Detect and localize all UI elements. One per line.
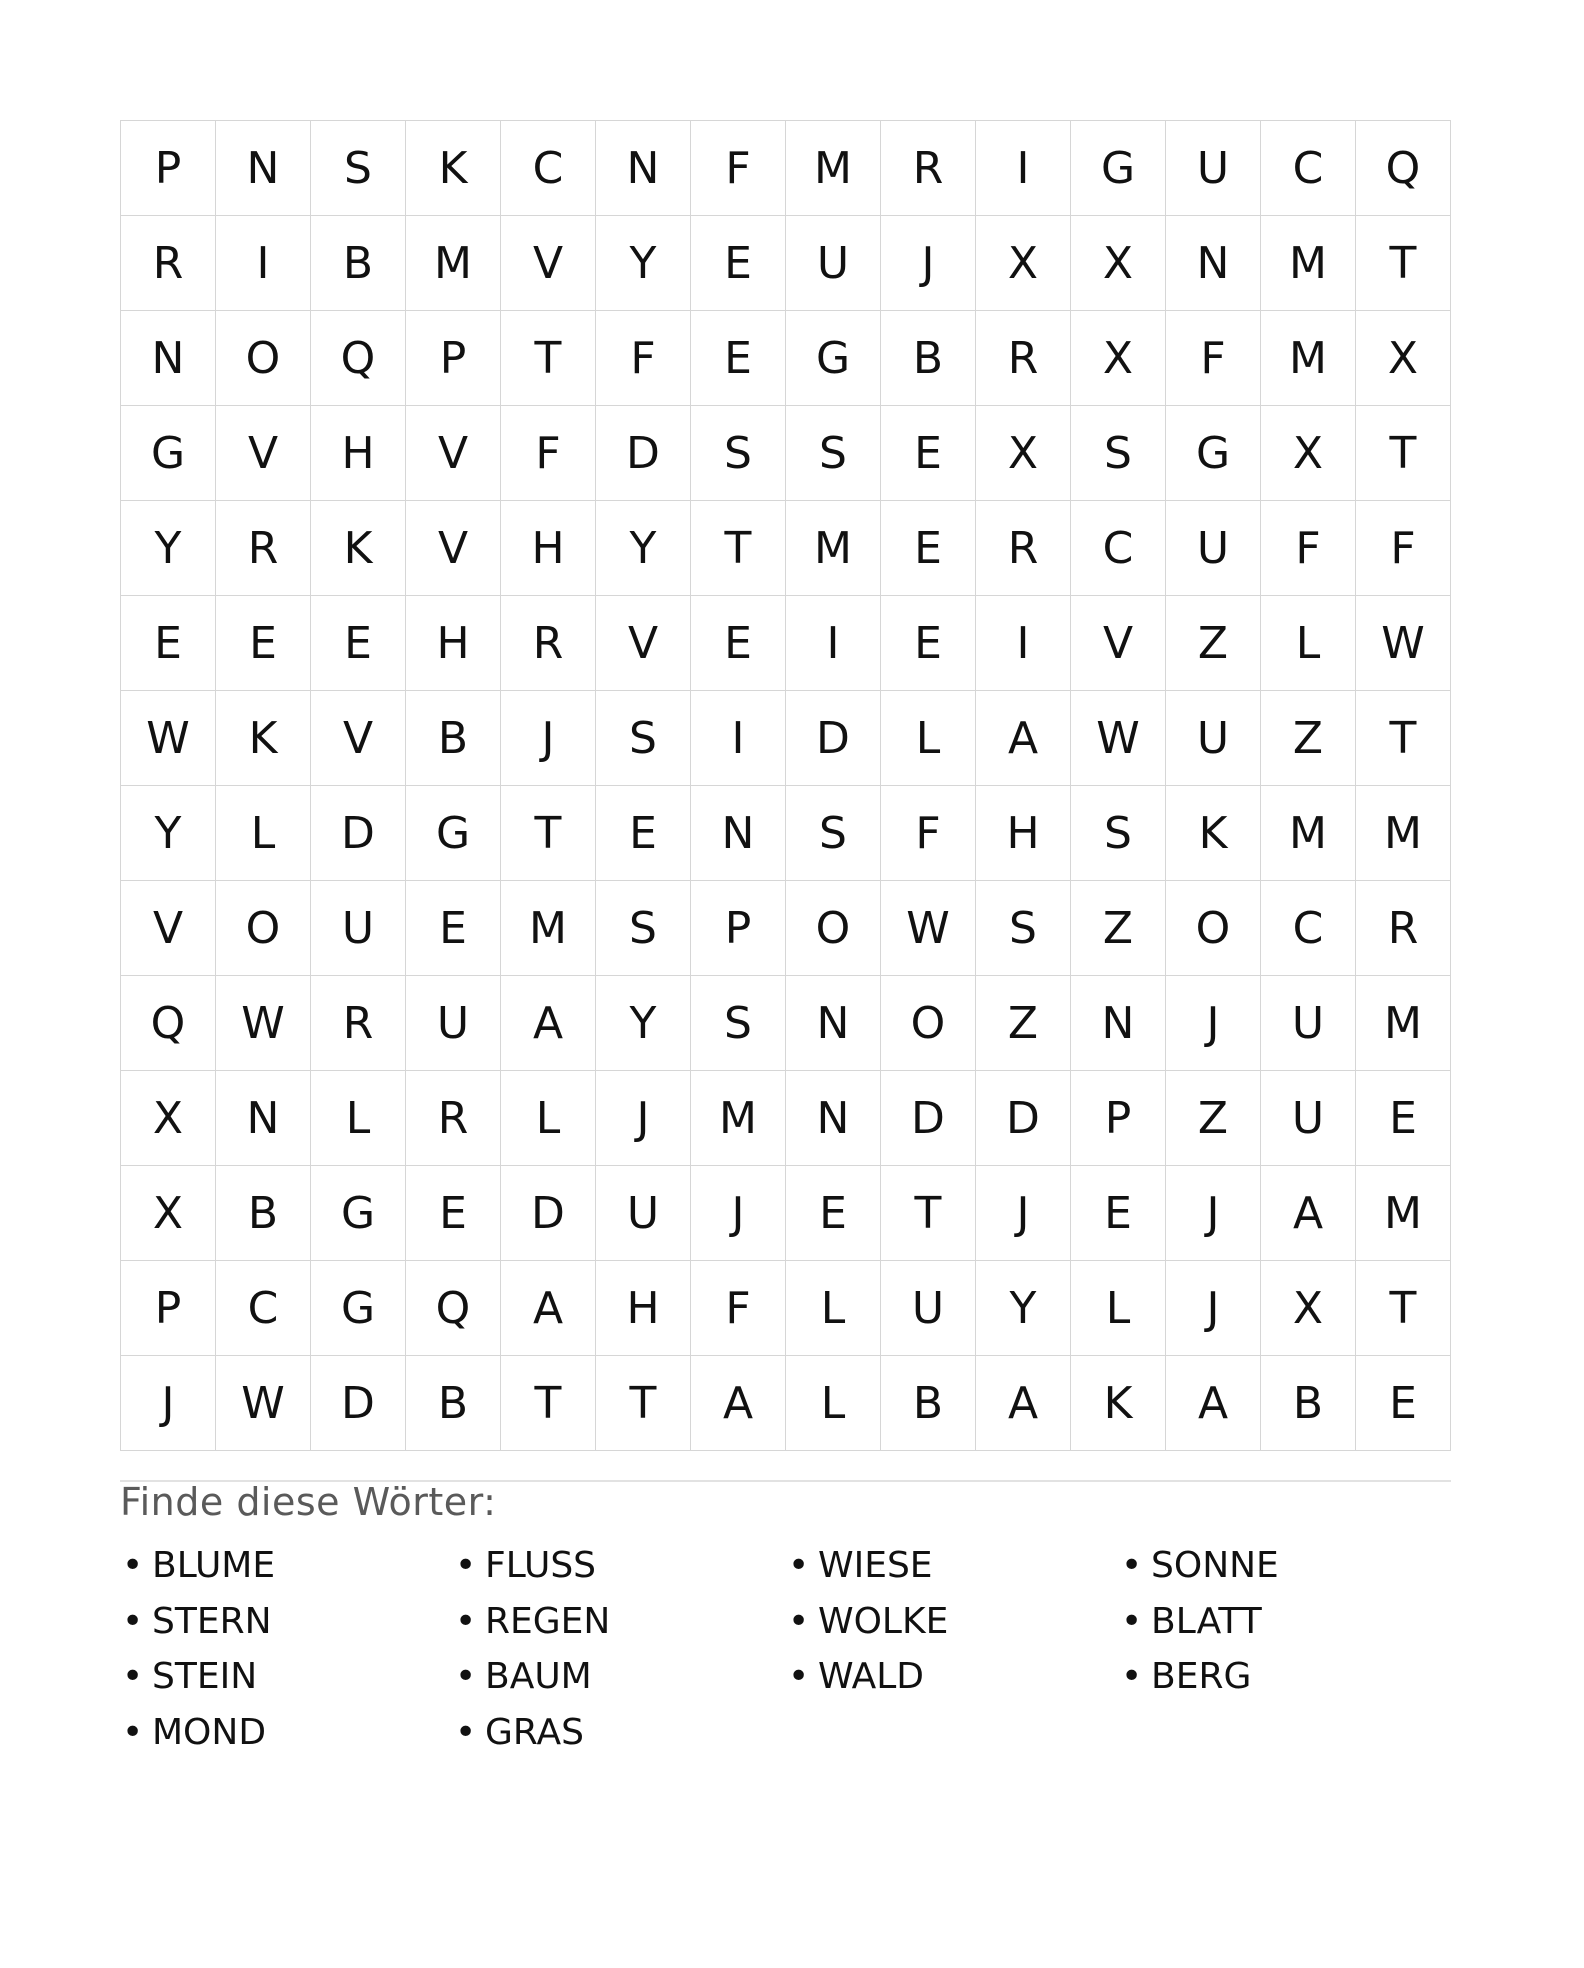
grid-cell[interactable]: Q: [406, 1261, 501, 1356]
grid-cell[interactable]: U: [881, 1261, 976, 1356]
grid-cell[interactable]: M: [786, 501, 881, 596]
word-list-title: Finde diese Wörter:: [120, 1480, 497, 1524]
grid-cell[interactable]: A: [976, 691, 1071, 786]
grid-cell[interactable]: R: [501, 596, 596, 691]
grid-cell[interactable]: Q: [1356, 121, 1451, 216]
grid-cell[interactable]: U: [1166, 121, 1261, 216]
grid-cell[interactable]: M: [1261, 786, 1356, 881]
grid-cell[interactable]: R: [121, 216, 216, 311]
grid-cell[interactable]: E: [406, 1166, 501, 1261]
grid-cell[interactable]: G: [311, 1166, 406, 1261]
grid-cell[interactable]: M: [1356, 976, 1451, 1071]
grid-cell[interactable]: G: [1166, 406, 1261, 501]
grid-cell[interactable]: X: [121, 1071, 216, 1166]
grid-cell[interactable]: P: [1071, 1071, 1166, 1166]
grid-cell[interactable]: N: [216, 121, 311, 216]
word-list-item: [120, 1705, 453, 1761]
grid-cell[interactable]: J: [121, 1356, 216, 1451]
word-list-item: [786, 1594, 1119, 1650]
grid-cell[interactable]: C: [501, 121, 596, 216]
grid-cell[interactable]: S: [1071, 786, 1166, 881]
grid-cell[interactable]: G: [121, 406, 216, 501]
grid-cell[interactable]: S: [596, 691, 691, 786]
grid-cell[interactable]: A: [501, 1261, 596, 1356]
grid-cell[interactable]: D: [311, 786, 406, 881]
word-label: SONNE: [1151, 1545, 1279, 1587]
grid-cell[interactable]: N: [1166, 216, 1261, 311]
grid-cell[interactable]: S: [786, 786, 881, 881]
grid-cell[interactable]: H: [406, 596, 501, 691]
grid-cell[interactable]: T: [691, 501, 786, 596]
grid-cell[interactable]: U: [1261, 976, 1356, 1071]
grid-cell[interactable]: E: [1071, 1166, 1166, 1261]
grid-cell[interactable]: L: [786, 1356, 881, 1451]
grid-cell[interactable]: B: [881, 311, 976, 406]
bullet-icon: •: [788, 1600, 810, 1642]
grid-cell[interactable]: J: [1166, 1261, 1261, 1356]
grid-cell[interactable]: L: [311, 1071, 406, 1166]
grid-cell[interactable]: B: [406, 691, 501, 786]
grid-cell[interactable]: B: [216, 1166, 311, 1261]
grid-cell[interactable]: X: [976, 216, 1071, 311]
grid-cell[interactable]: F: [1261, 501, 1356, 596]
grid-cell[interactable]: G: [786, 311, 881, 406]
grid-cell[interactable]: O: [216, 881, 311, 976]
word-list-item: [1119, 1649, 1451, 1705]
grid-cell[interactable]: R: [976, 501, 1071, 596]
grid-cell[interactable]: W: [1071, 691, 1166, 786]
word-label: WIESE: [818, 1545, 933, 1587]
word-label: BAUM: [485, 1656, 592, 1698]
word-label: BLUME: [152, 1545, 276, 1587]
grid-cell[interactable]: Y: [121, 786, 216, 881]
grid-cell[interactable]: L: [1261, 596, 1356, 691]
grid-cell[interactable]: E: [881, 406, 976, 501]
bullet-icon: •: [455, 1656, 477, 1698]
grid-cell[interactable]: K: [1166, 786, 1261, 881]
grid-cell[interactable]: N: [121, 311, 216, 406]
grid-cell[interactable]: V: [121, 881, 216, 976]
grid-cell[interactable]: D: [881, 1071, 976, 1166]
grid-cell[interactable]: Y: [976, 1261, 1071, 1356]
grid-cell[interactable]: I: [216, 216, 311, 311]
word-label: STERN: [152, 1600, 272, 1642]
grid-cell[interactable]: Z: [1166, 596, 1261, 691]
grid-cell[interactable]: K: [216, 691, 311, 786]
bullet-icon: •: [122, 1600, 144, 1642]
grid-cell[interactable]: S: [691, 976, 786, 1071]
grid-cell[interactable]: P: [121, 121, 216, 216]
grid-cell[interactable]: C: [216, 1261, 311, 1356]
grid-cell[interactable]: H: [311, 406, 406, 501]
word-list-item: [120, 1538, 453, 1594]
word-label: BERG: [1151, 1656, 1252, 1698]
grid-cell[interactable]: X: [976, 406, 1071, 501]
grid-cell[interactable]: F: [881, 786, 976, 881]
grid-cell[interactable]: V: [311, 691, 406, 786]
grid-cell[interactable]: T: [1356, 406, 1451, 501]
word-label: FLUSS: [485, 1545, 597, 1587]
grid-cell[interactable]: Q: [121, 976, 216, 1071]
grid-cell[interactable]: O: [1166, 881, 1261, 976]
grid-cell[interactable]: X: [1261, 1261, 1356, 1356]
grid-cell[interactable]: E: [691, 216, 786, 311]
grid-cell[interactable]: D: [786, 691, 881, 786]
grid-cell[interactable]: K: [1071, 1356, 1166, 1451]
grid-cell[interactable]: X: [1356, 311, 1451, 406]
grid-cell[interactable]: N: [216, 1071, 311, 1166]
grid-cell[interactable]: T: [1356, 1261, 1451, 1356]
bullet-icon: •: [1121, 1656, 1143, 1698]
grid-cell[interactable]: E: [786, 1166, 881, 1261]
word-label: REGEN: [485, 1600, 611, 1642]
grid-cell[interactable]: O: [881, 976, 976, 1071]
grid-cell[interactable]: U: [1166, 501, 1261, 596]
grid-cell[interactable]: X: [1261, 406, 1356, 501]
grid-cell[interactable]: S: [786, 406, 881, 501]
grid-cell[interactable]: W: [1356, 596, 1451, 691]
grid-cell[interactable]: C: [1071, 501, 1166, 596]
grid-cell[interactable]: T: [501, 311, 596, 406]
grid-cell[interactable]: U: [1166, 691, 1261, 786]
grid-cell[interactable]: W: [881, 881, 976, 976]
word-list-item: [786, 1649, 1119, 1705]
grid-cell[interactable]: R: [311, 976, 406, 1071]
grid-cell[interactable]: E: [121, 596, 216, 691]
grid-cell[interactable]: A: [501, 976, 596, 1071]
word-list-item: [453, 1594, 786, 1650]
grid-cell[interactable]: U: [406, 976, 501, 1071]
grid-cell[interactable]: I: [691, 691, 786, 786]
grid-cell[interactable]: F: [1356, 501, 1451, 596]
grid-cell[interactable]: U: [596, 1166, 691, 1261]
grid-cell[interactable]: N: [691, 786, 786, 881]
grid-cell[interactable]: F: [596, 311, 691, 406]
grid-cell[interactable]: V: [501, 216, 596, 311]
grid-cell[interactable]: B: [406, 1356, 501, 1451]
grid-cell[interactable]: Z: [1261, 691, 1356, 786]
grid-cell[interactable]: R: [406, 1071, 501, 1166]
word-label: WOLKE: [818, 1600, 949, 1642]
grid-cell[interactable]: O: [786, 881, 881, 976]
grid-cell[interactable]: Y: [596, 501, 691, 596]
grid-cell[interactable]: P: [691, 881, 786, 976]
grid-cell[interactable]: S: [311, 121, 406, 216]
grid-cell[interactable]: E: [881, 501, 976, 596]
grid-cell[interactable]: W: [216, 976, 311, 1071]
grid-cell[interactable]: N: [786, 976, 881, 1071]
grid-cell[interactable]: D: [501, 1166, 596, 1261]
word-list: [120, 1538, 1451, 1760]
grid-cell[interactable]: L: [216, 786, 311, 881]
grid-cell[interactable]: C: [1261, 881, 1356, 976]
grid-cell[interactable]: X: [1071, 311, 1166, 406]
grid-cell[interactable]: U: [1261, 1071, 1356, 1166]
bullet-icon: •: [455, 1545, 477, 1587]
grid-cell[interactable]: M: [501, 881, 596, 976]
word-label: WALD: [818, 1656, 925, 1698]
grid-cell[interactable]: A: [1166, 1356, 1261, 1451]
bullet-icon: •: [1121, 1600, 1143, 1642]
grid-cell[interactable]: V: [216, 406, 311, 501]
bullet-icon: •: [122, 1711, 144, 1753]
grid-cell[interactable]: X: [1071, 216, 1166, 311]
grid-cell[interactable]: W: [121, 691, 216, 786]
word-list-item: [1119, 1538, 1451, 1594]
grid-cell[interactable]: L: [786, 1261, 881, 1356]
grid-cell[interactable]: V: [406, 406, 501, 501]
grid-cell[interactable]: N: [596, 121, 691, 216]
word-list-item: [453, 1538, 786, 1594]
grid-cell[interactable]: W: [216, 1356, 311, 1451]
grid-cell[interactable]: S: [596, 881, 691, 976]
word-label: BLATT: [1151, 1600, 1262, 1642]
grid-cell[interactable]: A: [691, 1356, 786, 1451]
grid-cell[interactable]: L: [881, 691, 976, 786]
grid-cell[interactable]: Z: [1071, 881, 1166, 976]
grid-cell[interactable]: E: [406, 881, 501, 976]
grid-cell[interactable]: E: [1356, 1356, 1451, 1451]
grid-cell[interactable]: E: [596, 786, 691, 881]
grid-cell[interactable]: H: [596, 1261, 691, 1356]
grid-cell[interactable]: K: [406, 121, 501, 216]
grid-cell[interactable]: T: [501, 786, 596, 881]
grid-cell[interactable]: M: [1261, 216, 1356, 311]
grid-cell[interactable]: M: [1356, 786, 1451, 881]
grid-cell[interactable]: B: [311, 216, 406, 311]
grid-cell[interactable]: E: [691, 596, 786, 691]
grid-cell[interactable]: N: [1071, 976, 1166, 1071]
grid-cell[interactable]: U: [311, 881, 406, 976]
grid-cell[interactable]: M: [1261, 311, 1356, 406]
grid-cell[interactable]: A: [1261, 1166, 1356, 1261]
grid-cell[interactable]: R: [881, 121, 976, 216]
grid-cell[interactable]: E: [881, 596, 976, 691]
grid-cell[interactable]: G: [311, 1261, 406, 1356]
grid-cell[interactable]: H: [976, 786, 1071, 881]
grid-cell[interactable]: H: [501, 501, 596, 596]
grid-cell[interactable]: V: [406, 501, 501, 596]
grid-cell[interactable]: L: [501, 1071, 596, 1166]
grid-cell[interactable]: Z: [976, 976, 1071, 1071]
grid-cell[interactable]: S: [691, 406, 786, 501]
grid-cell[interactable]: J: [1166, 1166, 1261, 1261]
grid-cell[interactable]: N: [786, 1071, 881, 1166]
grid-cell[interactable]: U: [786, 216, 881, 311]
grid-cell[interactable]: L: [1071, 1261, 1166, 1356]
grid-cell[interactable]: Y: [121, 501, 216, 596]
bullet-icon: •: [122, 1545, 144, 1587]
grid-cell[interactable]: X: [121, 1166, 216, 1261]
word-list-item: [453, 1649, 786, 1705]
grid-cell[interactable]: J: [596, 1071, 691, 1166]
grid-cell[interactable]: V: [596, 596, 691, 691]
grid-cell[interactable]: Q: [311, 311, 406, 406]
grid-cell[interactable]: E: [691, 311, 786, 406]
grid-cell[interactable]: J: [501, 691, 596, 786]
grid-cell[interactable]: J: [1166, 976, 1261, 1071]
grid-cell[interactable]: Y: [596, 976, 691, 1071]
grid-cell[interactable]: D: [311, 1356, 406, 1451]
word-list-item: [786, 1538, 1119, 1594]
grid-cell[interactable]: T: [596, 1356, 691, 1451]
grid-cell[interactable]: R: [1356, 881, 1451, 976]
bullet-icon: •: [788, 1545, 810, 1587]
grid-cell[interactable]: B: [881, 1356, 976, 1451]
bullet-icon: •: [122, 1656, 144, 1698]
grid-cell[interactable]: R: [976, 311, 1071, 406]
grid-cell[interactable]: J: [881, 216, 976, 311]
grid-cell[interactable]: E: [1356, 1071, 1451, 1166]
grid-cell[interactable]: S: [976, 881, 1071, 976]
word-list-item: [1119, 1594, 1451, 1650]
grid-cell[interactable]: P: [406, 311, 501, 406]
grid-cell[interactable]: C: [1261, 121, 1356, 216]
bullet-icon: •: [455, 1711, 477, 1753]
word-label: GRAS: [485, 1711, 584, 1753]
grid-cell[interactable]: D: [976, 1071, 1071, 1166]
grid-cell[interactable]: E: [311, 596, 406, 691]
word-search-grid: [120, 120, 1451, 1451]
grid-cell[interactable]: E: [216, 596, 311, 691]
word-label: MOND: [152, 1711, 267, 1753]
word-list-item: [120, 1649, 453, 1705]
grid-cell[interactable]: A: [976, 1356, 1071, 1451]
grid-cell[interactable]: F: [1166, 311, 1261, 406]
grid-cell[interactable]: M: [691, 1071, 786, 1166]
grid-cell[interactable]: G: [1071, 121, 1166, 216]
grid-cell[interactable]: R: [216, 501, 311, 596]
bullet-icon: •: [1121, 1545, 1143, 1587]
grid-cell[interactable]: T: [1356, 691, 1451, 786]
grid-cell[interactable]: F: [501, 406, 596, 501]
grid-cell[interactable]: T: [501, 1356, 596, 1451]
grid-cell[interactable]: I: [976, 596, 1071, 691]
grid-cell[interactable]: Y: [596, 216, 691, 311]
grid-cell[interactable]: I: [786, 596, 881, 691]
grid-cell[interactable]: M: [786, 121, 881, 216]
grid-cell[interactable]: S: [1071, 406, 1166, 501]
grid-cell[interactable]: D: [596, 406, 691, 501]
grid-cell[interactable]: J: [691, 1166, 786, 1261]
word-list-item: [453, 1705, 786, 1761]
grid-cell[interactable]: J: [976, 1166, 1071, 1261]
grid-cell[interactable]: K: [311, 501, 406, 596]
word-list-item: [120, 1594, 453, 1650]
grid-cell[interactable]: F: [691, 1261, 786, 1356]
grid-cell[interactable]: V: [1071, 596, 1166, 691]
grid-cell[interactable]: B: [1261, 1356, 1356, 1451]
grid-cell[interactable]: P: [121, 1261, 216, 1356]
bullet-icon: •: [788, 1656, 810, 1698]
grid-cell[interactable]: G: [406, 786, 501, 881]
bullet-icon: •: [455, 1600, 477, 1642]
grid-cell[interactable]: O: [216, 311, 311, 406]
grid-cell[interactable]: F: [691, 121, 786, 216]
grid-cell[interactable]: T: [881, 1166, 976, 1261]
grid-cell[interactable]: M: [1356, 1166, 1451, 1261]
word-label: STEIN: [152, 1656, 258, 1698]
grid-cell[interactable]: M: [406, 216, 501, 311]
grid-cell[interactable]: I: [976, 121, 1071, 216]
grid-cell[interactable]: Z: [1166, 1071, 1261, 1166]
grid-cell[interactable]: T: [1356, 216, 1451, 311]
